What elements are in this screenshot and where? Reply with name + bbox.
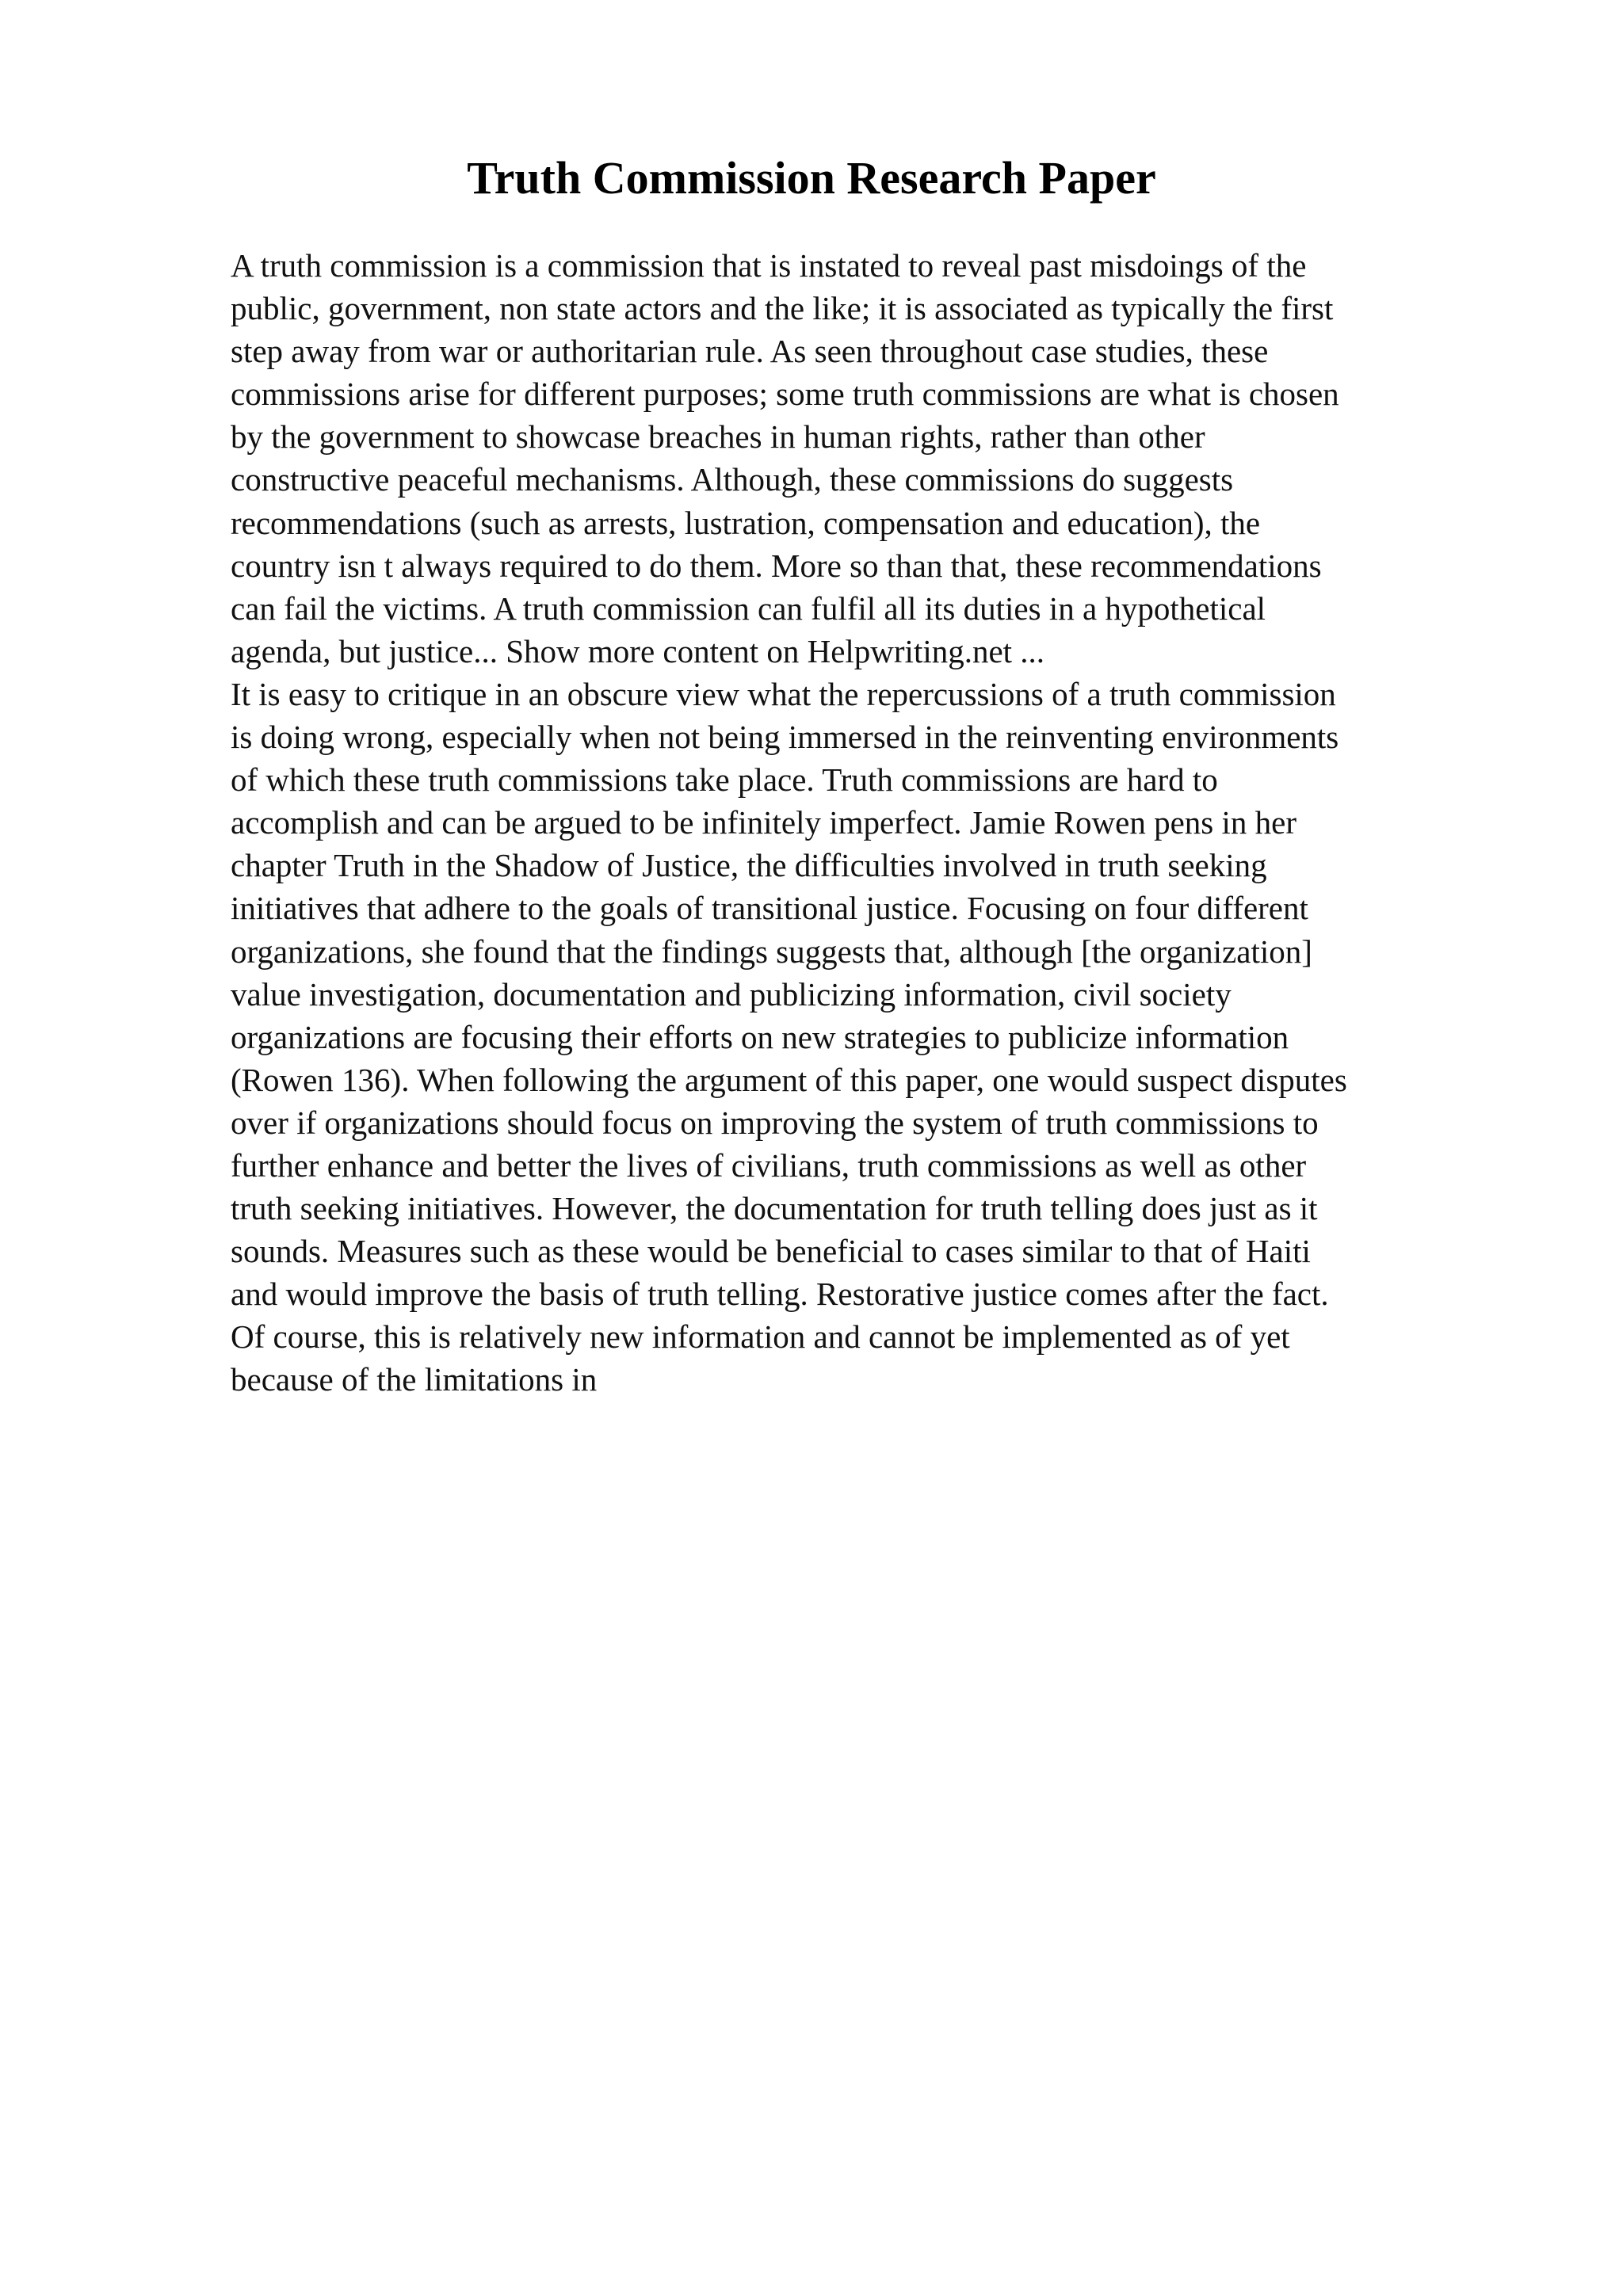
body-line: over if organizations should focus on improving the system of truth commissions to — [231, 1104, 1319, 1141]
body-line: value investigation, documentation and publicizing information, civil society — [231, 975, 1232, 1013]
body-line: A truth commission is a commission that is instated to reveal past misdoings of the — [231, 247, 1307, 284]
body-line: is doing wrong, especially when not being immersed in the reinventing environments — [231, 719, 1339, 756]
body-line: accomplish and can be argued to be infinitely imperfect. Jamie Rowen pens in her — [231, 804, 1296, 841]
body-line: Of course, this is relatively new information and cannot be implemented as of yet — [231, 1318, 1290, 1356]
body-line: further enhance and better the lives of civilians, truth commissions as well as other — [231, 1146, 1307, 1184]
body-line: of which these truth commissions take place. Truth commissions are hard to — [231, 761, 1218, 799]
body-line: sounds. Measures such as these would be beneficial to cases similar to that of Haiti — [231, 1233, 1311, 1270]
body-line: public, government, non state actors and the like; it is associated as typically the first — [231, 290, 1334, 327]
body-line: can fail the victims. A truth commission can fulfil all its duties in a hypothetical — [231, 589, 1266, 627]
body-line: constructive peaceful mechanisms. Although, these commissions do suggests — [231, 461, 1234, 498]
body-line: country isn t always required to do them. More so than that, these recommendations — [231, 547, 1322, 584]
body-line: It is easy to critique in an obscure view what the repercussions of a truth commission — [231, 675, 1336, 712]
body-line: truth seeking initiatives. However, the documentation for truth telling does just as it — [231, 1190, 1318, 1227]
body-line: commissions arise for different purposes; some truth commissions are what is chosen — [231, 376, 1339, 413]
body-line: organizations are focusing their efforts on new strategies to publicize information — [231, 1018, 1289, 1055]
body-line: and would improve the basis of truth telling. Restorative justice comes after the fact. — [231, 1276, 1329, 1313]
body-line: agenda, but justice... Show more content on Helpwriting.net ... — [231, 632, 1045, 669]
body-line: organizations, she found that the findings suggests that, although [the organization] — [231, 933, 1312, 970]
body-line: recommendations (such as arrests, lustration, compensation and education), the — [231, 504, 1261, 541]
body-line: chapter Truth in the Shadow of Justice, the difficulties involved in truth seeking — [231, 847, 1267, 884]
body-line: step away from war or authoritarian rule. As seen throughout case studies, these — [231, 333, 1269, 370]
body-line: initiatives that adhere to the goals of transitional justice. Focusing on four different — [231, 890, 1308, 927]
body-line: by the government to showcase breaches in human rights, rather than other — [231, 418, 1205, 456]
body-line: because of the limitations in — [231, 1361, 598, 1398]
body-line: (Rowen 136). When following the argument of this paper, one would suspect disputes — [231, 1061, 1347, 1098]
document-title: Truth Commission Research Paper — [467, 152, 1156, 204]
document-body — [231, 244, 1594, 1402]
